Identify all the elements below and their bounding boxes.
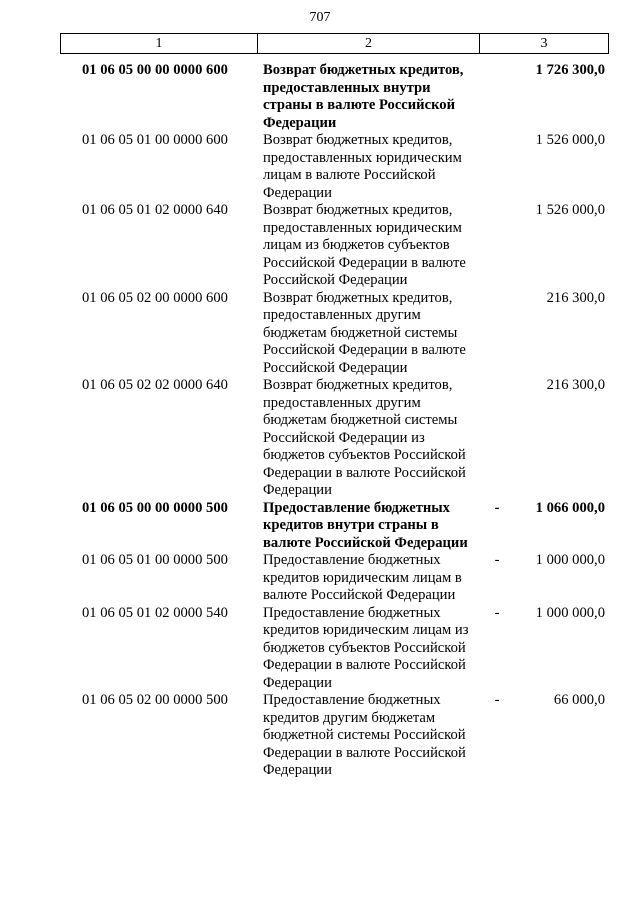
table-row: [0, 202, 640, 290]
row-code: 01 06 05 02 00 0000 600: [82, 289, 228, 306]
row-name: Предоставление бюджетных кредитов юридическим лицам в валюте Российской Федерации: [263, 552, 462, 603]
row-sign: -: [494, 552, 500, 568]
row-code: 01 06 05 00 00 0000 500: [82, 499, 228, 516]
row-sign: [478, 377, 516, 500]
row-name: Возврат бюджетных кредитов, предоставленных другим бюджетам бюджетной системы Российской Федерации из бюджетов субъектов Российской Федерации в валюте Российской Федерации: [263, 377, 466, 498]
row-value: 1 000 000,0: [535, 552, 605, 568]
table-row: [0, 552, 640, 605]
row-value: 216 300,0: [546, 377, 605, 393]
row-code: 01 06 05 02 00 0000 500: [82, 692, 228, 708]
row-value: 66 000,0: [553, 692, 605, 708]
row-sign: [478, 202, 516, 290]
row-value: 1 000 000,0: [535, 604, 605, 621]
table-row: [0, 62, 640, 132]
row-value: 216 300,0: [546, 289, 605, 306]
column-header-2: 2: [258, 34, 480, 53]
table-row: [0, 605, 640, 693]
row-sign: [478, 290, 516, 378]
row-name: Возврат бюджетных кредитов, предоставленных юридическим лицам из бюджетов субъектов Российской Федерации в валюте Российской Федерации: [263, 202, 466, 288]
row-value: 1 066 000,0: [535, 499, 605, 516]
row-value: 1 726 300,0: [535, 62, 605, 78]
page-number: 707: [309, 10, 331, 25]
column-header-3: 3: [540, 36, 548, 51]
row-sign: [478, 132, 516, 202]
column-header-1: 1: [61, 34, 258, 53]
row-code: 01 06 05 00 00 0000 600: [82, 62, 228, 78]
row-sign: -: [494, 499, 500, 516]
row-sign: -: [494, 604, 500, 621]
row-name: Возврат бюджетных кредитов, предоставленных другим бюджетам бюджетной системы Российской Федерации в валюте Российской Федерации: [263, 289, 466, 376]
table-body: [0, 62, 640, 780]
row-name: Предоставление бюджетных кредитов другим бюджетам бюджетной системы Российской Федерации в валюте Российской Федерации: [263, 692, 466, 778]
row-code: 01 06 05 01 02 0000 540: [82, 604, 228, 621]
row-sign: -: [494, 692, 500, 708]
row-code: 01 06 05 01 02 0000 640: [82, 202, 228, 218]
row-name: Возврат бюджетных кредитов, предоставленных юридическим лицам в валюте Российской Федерации: [263, 132, 462, 201]
row-code: 01 06 05 02 02 0000 640: [82, 377, 228, 393]
table-row: [0, 377, 640, 500]
row-code: 01 06 05 01 00 0000 500: [82, 552, 228, 568]
row-name: Предоставление бюджетных кредитов юридическим лицам из бюджетов субъектов Российской Федерации в валюте Российской Федерации: [263, 604, 469, 691]
row-name: Предоставление бюджетных кредитов внутри страны в валюте Российской Федерации: [263, 499, 468, 551]
table-row: [0, 692, 640, 780]
row-name: Возврат бюджетных кредитов, предоставленных внутри страны в валюте Российской Федерации: [263, 62, 464, 131]
table-row: [0, 500, 640, 553]
row-value: 1 526 000,0: [535, 202, 605, 218]
table-column-header: [60, 33, 609, 54]
row-sign: [478, 62, 516, 132]
row-code: 01 06 05 01 00 0000 600: [82, 132, 228, 148]
row-value: 1 526 000,0: [535, 132, 605, 148]
table-row: [0, 132, 640, 202]
table-row: [0, 290, 640, 378]
